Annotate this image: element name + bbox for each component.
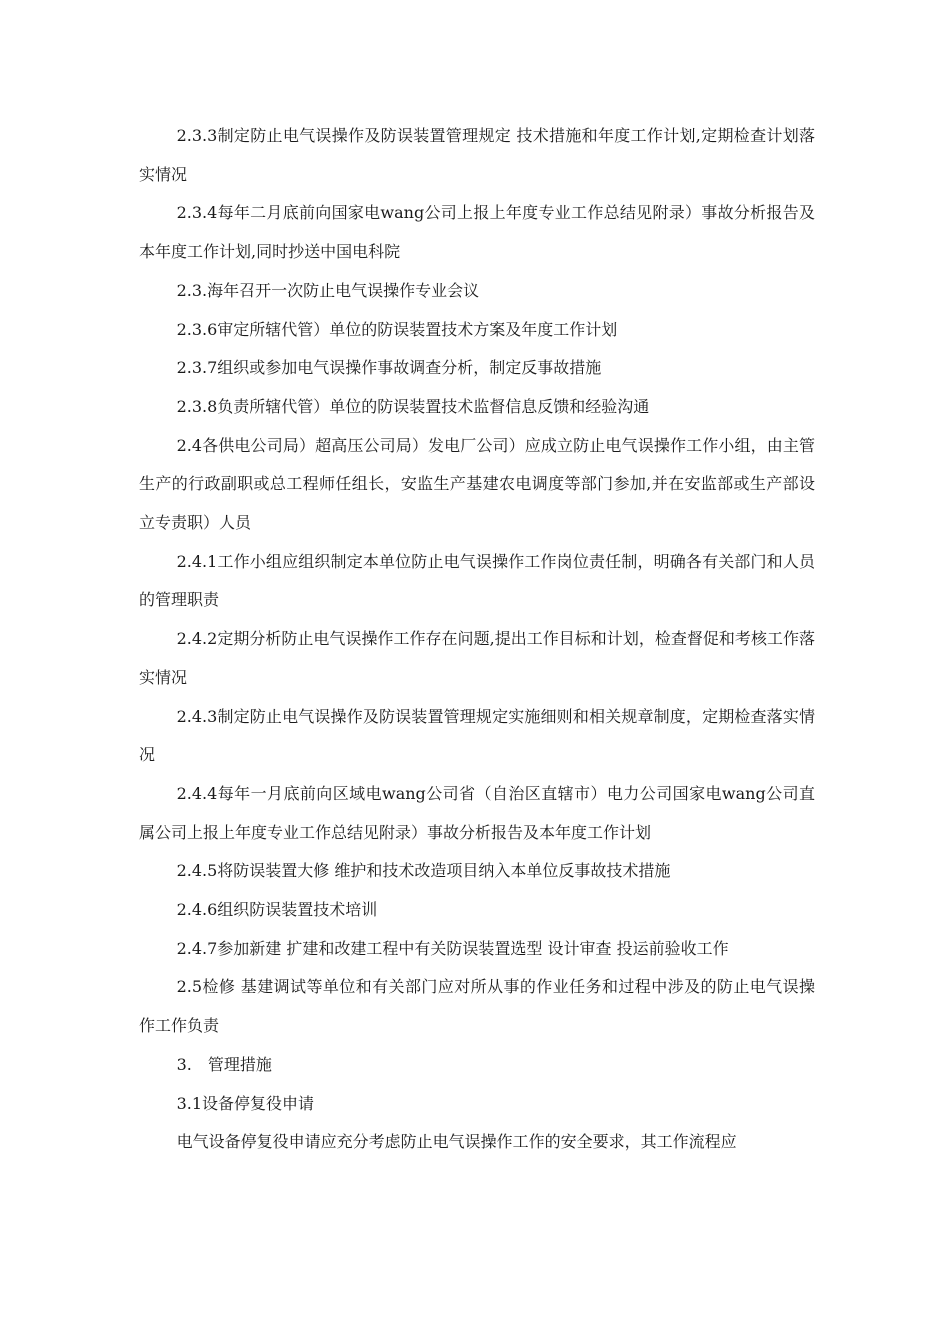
paragraph-2-4-4: 2.4.4每年一月底前向区域电wang公司省（自治区直辖市）电力公司国家电wang公司直属公司上报上年度专业工作总结见附录）事故分析报告及本年度工作计划: [139, 783, 815, 842]
paragraph-2-4-7: 2.4.7参加新建 扩建和改建工程中有关防误装置选型 设计审查 投运前验收工作: [176, 938, 729, 958]
paragraph-2-4-3: 2.4.3制定防止电气误操作及防误装置管理规定实施细则和相关规章制度，定期检查落实情况: [139, 706, 815, 765]
paragraph-2-3-3: 2.3.3制定防止电气误操作及防误装置管理规定 技术措施和年度工作计划,定期检查计划落实情况: [139, 126, 815, 184]
paragraph-2-3-7: 2.3.7组织或参加电气误操作事故调查分析，制定反事故措施: [176, 358, 602, 378]
paragraph-3-1-body: 电气设备停复役申请应充分考虑防止电气误操作工作的安全要求，其工作流程应: [176, 1132, 737, 1152]
paragraph-2-3-8: 2.3.8负责所辖代管）单位的防误装置技术监督信息反馈和经验沟通: [176, 396, 650, 416]
paragraph-2-4-1: 2.4.1工作小组应组织制定本单位防止电气误操作工作岗位责任制，明确各有关部门和人员的管理职责: [139, 551, 815, 610]
paragraph-2-4: 2.4各供电公司局）超高压公司局）发电厂公司）应成立防止电气误操作工作小组，由主管生产的行政副职或总工程师任组长，安监生产基建农电调度等部门参加,并在安监部或生产部设立专责职）人员: [139, 435, 815, 533]
paragraph-2-4-2: 2.4.2定期分析防止电气误操作工作存在问题,提出工作目标和计划，检查督促和考核工作落实情况: [139, 629, 815, 687]
paragraph-2-3-4: 2.3.4每年二月底前向国家电wang公司上报上年度专业工作总结见附录）事故分析报告及本年度工作计划,同时抄送中国电科院: [139, 203, 815, 262]
document-body: [139, 117, 815, 1162]
paragraph-2-5: 2.5检修 基建调试等单位和有关部门应对所从事的作业任务和过程中涉及的防止电气误操作工作负责: [139, 977, 815, 1036]
section-heading-3: 3. 管理措施: [176, 1054, 272, 1074]
paragraph-2-3-5: 2.3.海年召开一次防止电气误操作专业会议: [176, 280, 480, 300]
paragraph-2-4-6: 2.4.6组织防误装置技术培训: [176, 900, 378, 920]
subsection-heading-3-1: 3.1设备停复役申请: [176, 1093, 315, 1113]
paragraph-2-3-6: 2.3.6审定所辖代管）单位的防误装置技术方案及年度工作计划: [176, 319, 618, 339]
paragraph-2-4-5: 2.4.5将防误装置大修 维护和技术改造项目纳入本单位反事故技术措施: [176, 861, 671, 881]
